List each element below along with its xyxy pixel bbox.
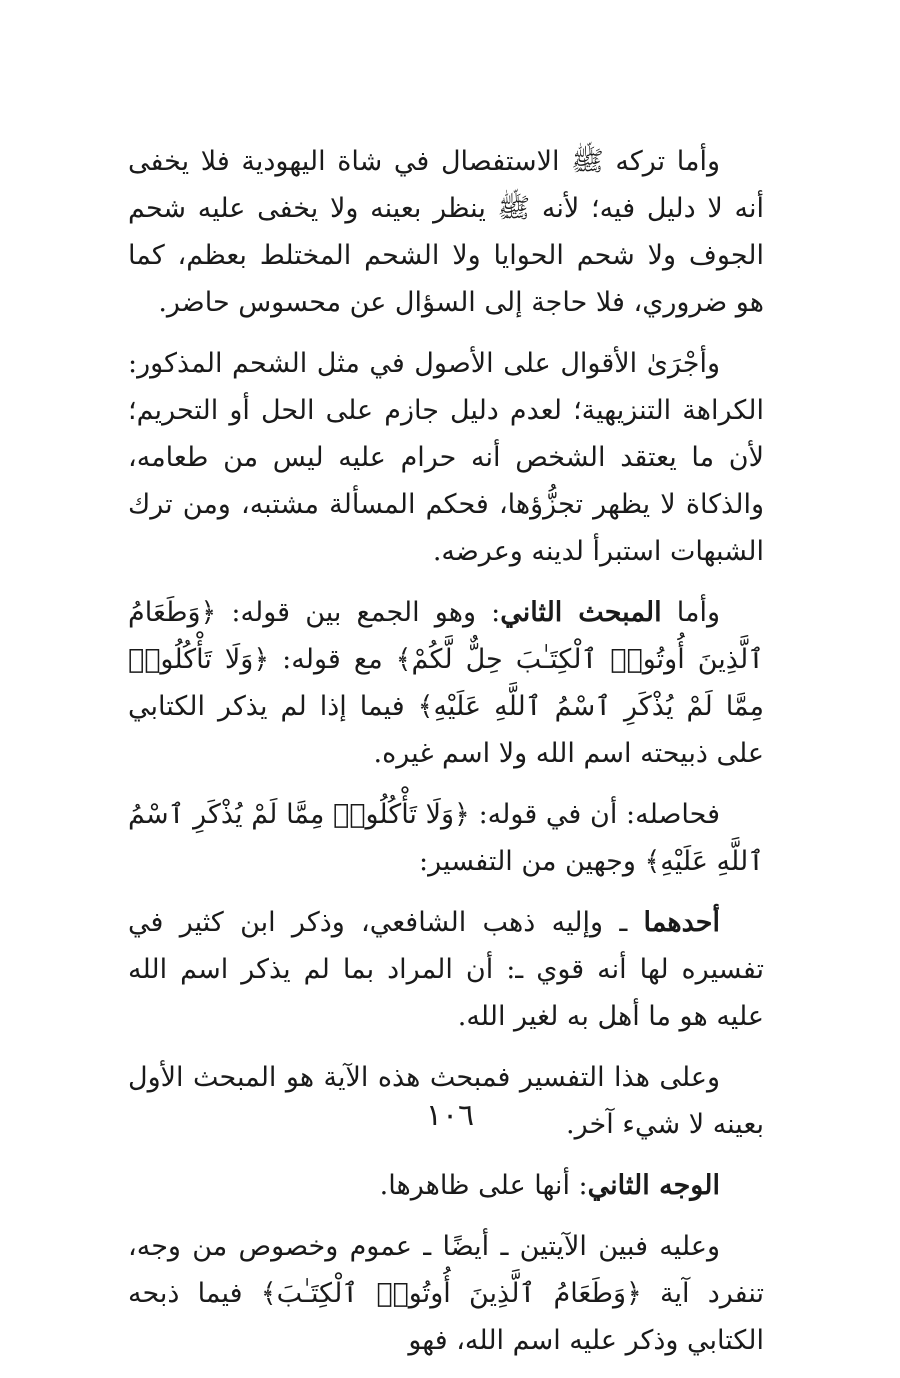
paragraph-summary bbox=[128, 791, 764, 885]
paragraph-ajra-al-aqwal bbox=[128, 340, 764, 575]
text-run: وأما bbox=[661, 597, 721, 628]
paragraph-second-interpretation bbox=[128, 1162, 764, 1209]
quran-verse: ﴿وَلَا تَأْكُلُوا۟ مِمَّا لَمْ يُذْكَرِ ٱسْمُ ٱللَّهِ عَلَيْهِ﴾ bbox=[128, 644, 764, 722]
paragraph-text: وأما تركه ﷺ الاستفصال في شاة اليهودية فلا يخفى أنه لا دليل فيه؛ لأنه ﷺ ينظر بعينه ولا يخفى عليه شحم الجوف ولا شحم الحوايا ولا الشحم المختلط بعظم، كما هو ضروري، فلا حاجة إلى السؤال عن محسوس حاضر. bbox=[128, 146, 764, 318]
section-heading: المبحث الثاني bbox=[500, 597, 662, 628]
text-run: فيما ذبحه الكتابي وذكر عليه اسم الله، فهو bbox=[128, 1278, 764, 1356]
quran-verse: ﴿وَطَعَامُ ٱلَّذِينَ أُوتُوا۟ ٱلْكِتَـٰبَ حِلٌّ لَّكُمْ﴾ bbox=[128, 597, 764, 675]
section-heading: أحدهما bbox=[643, 907, 720, 938]
text-run: وعليه فبين الآيتين ـ أيضًا ـ عموم وخصوص من وجه، تنفرد آية bbox=[128, 1231, 764, 1309]
paragraph-shat-al-yahudiyya bbox=[128, 138, 764, 326]
quran-verse: ﴿وَلَا تَأْكُلُوا۟ مِمَّا لَمْ يُذْكَرِ ٱسْمُ ٱللَّهِ عَلَيْهِ﴾ bbox=[128, 799, 764, 877]
paragraph-text: وأجْرَىٰ الأقوال على الأصول في مثل الشحم المذكور: الكراهة التنزيهية؛ لعدم دليل جازم على الحل أو التحريم؛ لأن ما يعتقد الشخص أنه حرام عليه ليس من طعامه، والذكاة لا يظهر تجزُّؤها، فحكم المسألة مشتبه، ومن ترك الشبهات استبرأ لدينه وعرضه. bbox=[128, 348, 764, 567]
paragraph-second-topic bbox=[128, 589, 764, 777]
text-run: فيما إذا لم يذكر الكتابي على ذبيحته اسم الله ولا اسم غيره. bbox=[128, 691, 764, 769]
text-run: : وهو الجمع بين قوله: bbox=[216, 597, 501, 628]
text-run: ـ وإليه ذهب الشافعي، وذكر ابن كثير في تفسيره لها أنه قوي ـ: أن المراد بما لم يذكر اسم الله عليه هو ما أهل به لغير الله. bbox=[128, 907, 764, 1032]
section-heading: الوجه الثاني bbox=[587, 1170, 720, 1201]
text-run: مع قوله: bbox=[269, 644, 396, 675]
text-run: : أنها على ظاهرها. bbox=[379, 1170, 588, 1201]
text-run: وجهين من التفسير: bbox=[419, 846, 645, 877]
page-body bbox=[128, 138, 764, 1378]
text-run: فحاصله: أن في قوله: bbox=[469, 799, 720, 830]
quran-verse: ﴿وَطَعَامُ ٱلَّذِينَ أُوتُوا۟ ٱلْكِتَـٰبَ﴾ bbox=[260, 1278, 642, 1309]
page-number: ١٠٦ bbox=[425, 1098, 475, 1133]
paragraph-first-interpretation bbox=[128, 899, 764, 1040]
paragraph-text: وعلى هذا التفسير فمبحث هذه الآية هو المبحث الأول بعينه لا شيء آخر. bbox=[128, 1062, 764, 1140]
paragraph-general-specific bbox=[128, 1223, 764, 1364]
